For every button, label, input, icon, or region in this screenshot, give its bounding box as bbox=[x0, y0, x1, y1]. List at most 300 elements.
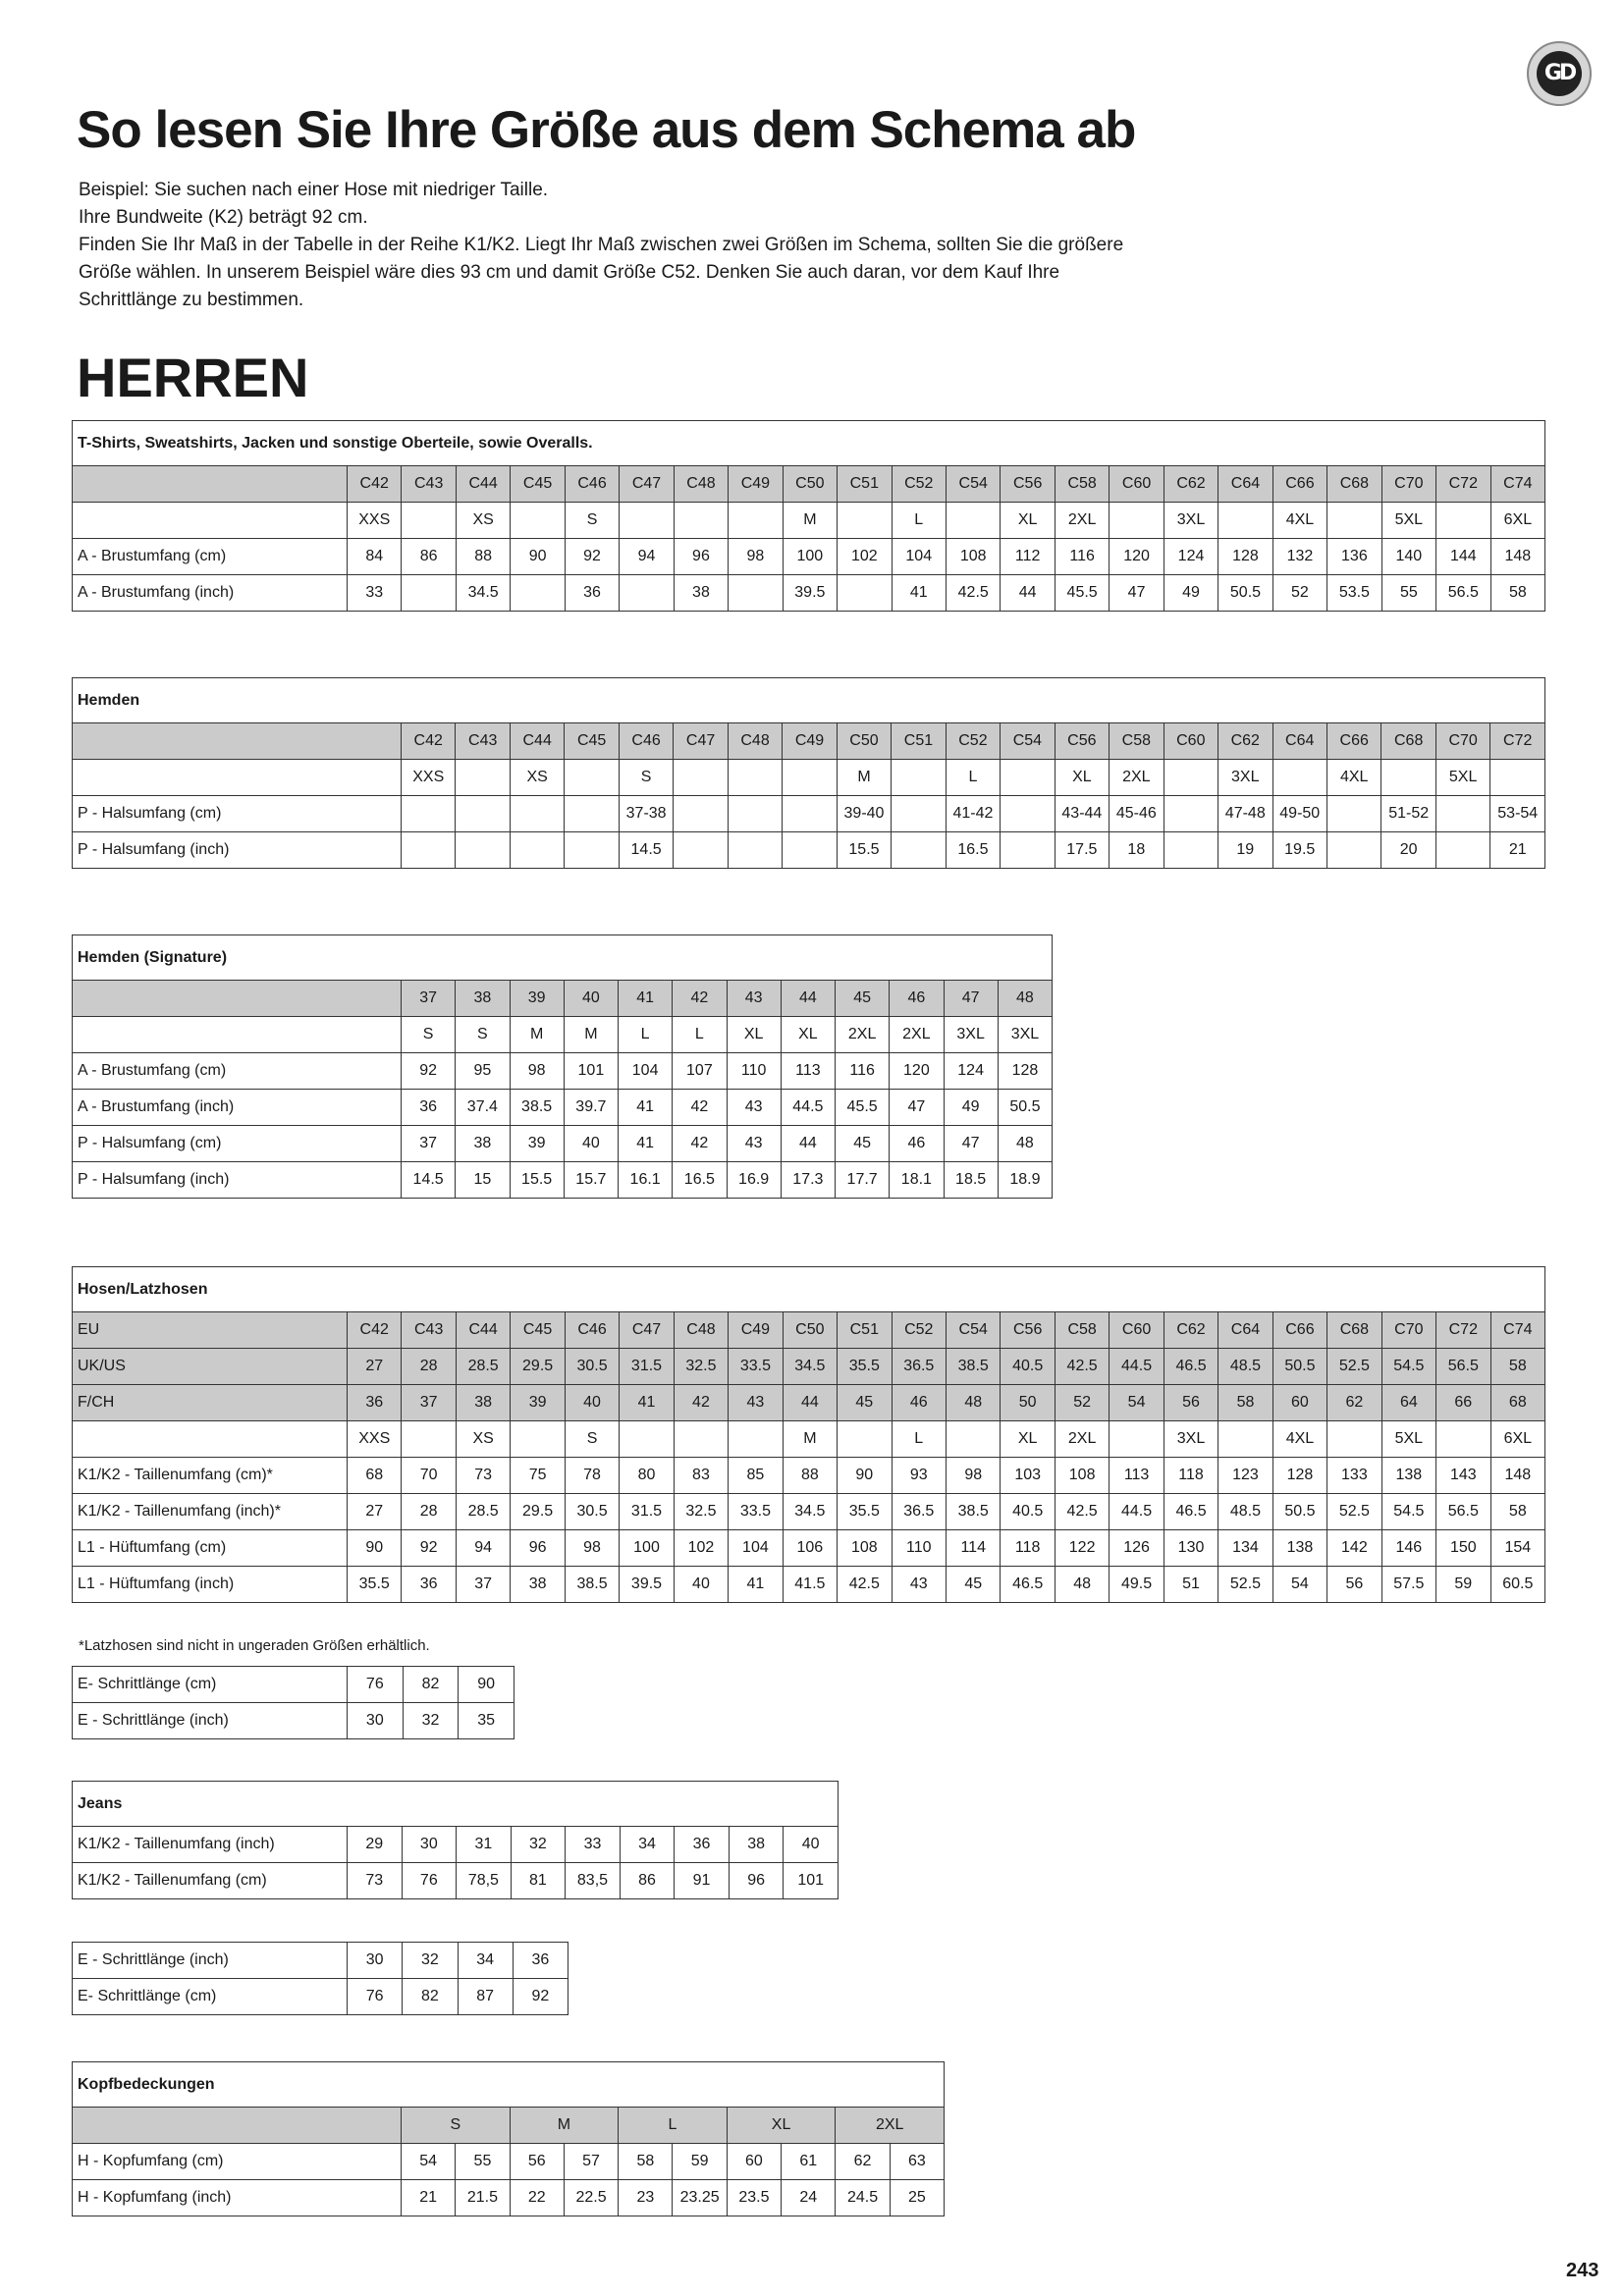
table-cell: 36 bbox=[348, 1385, 402, 1421]
table-cell: 45 bbox=[836, 1126, 890, 1162]
table-cell: 15 bbox=[456, 1162, 510, 1199]
table-cell bbox=[565, 760, 619, 796]
row-label: K1/K2 - Taillenumfang (inch)* bbox=[73, 1494, 348, 1530]
table-cell: C70 bbox=[1381, 1312, 1435, 1349]
table-cell bbox=[674, 1421, 728, 1458]
table-cell: 60 bbox=[1272, 1385, 1326, 1421]
table-cell: C48 bbox=[674, 466, 728, 503]
table-cell: 84 bbox=[348, 539, 402, 575]
table-cell: 47 bbox=[890, 1090, 944, 1126]
table-cell: 41.5 bbox=[783, 1567, 837, 1603]
table-cell bbox=[1435, 796, 1489, 832]
table-cell: 41 bbox=[619, 1126, 673, 1162]
table-cell: 55 bbox=[456, 2144, 510, 2180]
table-cell: 46 bbox=[890, 1126, 944, 1162]
table-cell: 80 bbox=[620, 1458, 674, 1494]
table-cell: 54.5 bbox=[1381, 1494, 1435, 1530]
table-cell: 29.5 bbox=[511, 1494, 565, 1530]
page-number: 243 bbox=[1566, 2260, 1599, 2281]
table-cell: 102 bbox=[838, 539, 892, 575]
table-cell: 30 bbox=[348, 1703, 404, 1739]
table-cell: C64 bbox=[1272, 723, 1326, 760]
table-cell: 17.5 bbox=[1055, 832, 1109, 869]
table-cell bbox=[456, 796, 510, 832]
table-cell: 33.5 bbox=[729, 1494, 783, 1530]
table-cell: 35.5 bbox=[838, 1349, 892, 1385]
table-cell: 28 bbox=[402, 1349, 456, 1385]
table-cell: 81 bbox=[511, 1863, 566, 1899]
table-cell: 52 bbox=[1055, 1385, 1109, 1421]
table-cell: 73 bbox=[348, 1863, 403, 1899]
table-cell: C43 bbox=[402, 1312, 456, 1349]
table-cell: 36.5 bbox=[892, 1494, 946, 1530]
row-label: EU bbox=[73, 1312, 348, 1349]
table-cell: C68 bbox=[1381, 723, 1435, 760]
table-row bbox=[73, 503, 1545, 539]
table-cell bbox=[892, 760, 946, 796]
table-cell bbox=[511, 1421, 565, 1458]
table-cell: 34.5 bbox=[783, 1494, 837, 1530]
table-cell: 38 bbox=[456, 1385, 510, 1421]
table-cell: 90 bbox=[511, 539, 565, 575]
table-cell: 39.7 bbox=[564, 1090, 618, 1126]
table-cell: C49 bbox=[729, 1312, 783, 1349]
table-cell bbox=[565, 832, 619, 869]
table-cell: S bbox=[565, 1421, 619, 1458]
size-table-jeans-schrittlaenge bbox=[72, 1942, 568, 2015]
table-cell bbox=[565, 796, 619, 832]
table-row bbox=[73, 1090, 1053, 1126]
brand-logo bbox=[1527, 41, 1592, 106]
table-cell bbox=[1001, 796, 1055, 832]
table-cell: 35.5 bbox=[838, 1494, 892, 1530]
table-cell: 29 bbox=[348, 1827, 403, 1863]
table-cell bbox=[1164, 796, 1218, 832]
table-cell: 2XL bbox=[836, 2108, 945, 2144]
table-cell: 38 bbox=[511, 1567, 565, 1603]
table-cell: 49 bbox=[1164, 575, 1218, 612]
table-cell: 30 bbox=[348, 1943, 403, 1979]
table-cell: 3XL bbox=[1218, 760, 1272, 796]
table-cell: 19 bbox=[1218, 832, 1272, 869]
table-cell: C60 bbox=[1110, 1312, 1164, 1349]
table-cell: 55 bbox=[1381, 575, 1435, 612]
table-cell: 92 bbox=[565, 539, 619, 575]
table-cell: 48.5 bbox=[1218, 1349, 1272, 1385]
table-cell: C51 bbox=[838, 1312, 892, 1349]
table-row bbox=[73, 1494, 1545, 1530]
table-cell: 22.5 bbox=[564, 2180, 618, 2216]
table-cell: 134 bbox=[1218, 1530, 1272, 1567]
table-cell: 101 bbox=[784, 1863, 839, 1899]
intro-line: Beispiel: Sie suchen nach einer Hose mit niedriger Taille. bbox=[79, 180, 549, 200]
row-label: P - Halsumfang (cm) bbox=[73, 1126, 402, 1162]
row-label: A - Brustumfang (inch) bbox=[73, 575, 348, 612]
table-title: Hemden (Signature) bbox=[73, 935, 1053, 981]
table-cell: 59 bbox=[673, 2144, 727, 2180]
table-cell: 58 bbox=[1490, 575, 1545, 612]
row-label bbox=[73, 1421, 348, 1458]
table-cell: XL bbox=[1055, 760, 1109, 796]
table-row bbox=[73, 1458, 1545, 1494]
table-cell: 3XL bbox=[998, 1017, 1052, 1053]
table-cell: 42 bbox=[673, 1090, 727, 1126]
table-cell: 63 bbox=[890, 2144, 944, 2180]
table-cell: 124 bbox=[1164, 539, 1218, 575]
table-cell: 6XL bbox=[1490, 503, 1545, 539]
table-row bbox=[73, 539, 1545, 575]
table-cell: 58 bbox=[619, 2144, 673, 2180]
table-cell: 2XL bbox=[1110, 760, 1164, 796]
table-cell: 49-50 bbox=[1272, 796, 1326, 832]
table-row bbox=[73, 1017, 1053, 1053]
row-label: P - Halsumfang (inch) bbox=[73, 1162, 402, 1199]
row-label: E- Schrittlänge (cm) bbox=[73, 1667, 348, 1703]
table-cell: 40 bbox=[784, 1827, 839, 1863]
table-cell: C72 bbox=[1436, 466, 1490, 503]
table-cell bbox=[1218, 503, 1272, 539]
table-cell bbox=[620, 503, 674, 539]
table-cell: S bbox=[565, 503, 619, 539]
table-cell: 19.5 bbox=[1272, 832, 1326, 869]
table-cell: 108 bbox=[946, 539, 1000, 575]
table-cell: L bbox=[619, 2108, 728, 2144]
table-title: Kopfbedeckungen bbox=[73, 2062, 945, 2108]
table-cell: XXS bbox=[402, 760, 456, 796]
table-cell: 2XL bbox=[1055, 503, 1109, 539]
table-cell: 52.5 bbox=[1327, 1349, 1381, 1385]
table-cell: 38.5 bbox=[565, 1567, 619, 1603]
table-cell: 32.5 bbox=[674, 1494, 728, 1530]
table-cell: 45 bbox=[946, 1567, 1000, 1603]
table-cell: 42 bbox=[674, 1385, 728, 1421]
table-cell: 5XL bbox=[1381, 1421, 1435, 1458]
table-cell bbox=[510, 832, 564, 869]
table-row bbox=[73, 1567, 1545, 1603]
row-label: L1 - Hüftumfang (inch) bbox=[73, 1567, 348, 1603]
table-cell bbox=[728, 832, 782, 869]
table-cell: 114 bbox=[946, 1530, 1000, 1567]
row-label: E- Schrittlänge (cm) bbox=[73, 1979, 348, 2015]
table-cell: 56 bbox=[1164, 1385, 1218, 1421]
table-cell bbox=[1435, 832, 1489, 869]
table-cell: XS bbox=[456, 1421, 510, 1458]
table-cell: C66 bbox=[1326, 723, 1380, 760]
table-cell: C62 bbox=[1164, 466, 1218, 503]
intro-line: Ihre Bundweite (K2) beträgt 92 cm. bbox=[79, 207, 368, 228]
table-cell: 53.5 bbox=[1327, 575, 1381, 612]
table-cell bbox=[620, 1421, 674, 1458]
table-cell bbox=[838, 1421, 892, 1458]
table-cell bbox=[674, 832, 728, 869]
table-cell: 88 bbox=[456, 539, 510, 575]
table-cell: M bbox=[783, 1421, 837, 1458]
table-cell: 43 bbox=[727, 1126, 781, 1162]
table-cell: 2XL bbox=[836, 1017, 890, 1053]
table-row bbox=[73, 1863, 839, 1899]
table-cell: 128 bbox=[1218, 539, 1272, 575]
table-cell: 76 bbox=[348, 1979, 403, 2015]
table-cell: 21 bbox=[402, 2180, 456, 2216]
table-cell: XXS bbox=[348, 503, 402, 539]
table-cell bbox=[892, 832, 946, 869]
table-cell: 41 bbox=[729, 1567, 783, 1603]
table-cell: 91 bbox=[675, 1863, 730, 1899]
table-cell bbox=[728, 760, 782, 796]
table-cell: C74 bbox=[1490, 466, 1545, 503]
row-label: A - Brustumfang (cm) bbox=[73, 1053, 402, 1090]
table-cell: C47 bbox=[620, 466, 674, 503]
table-cell: C42 bbox=[402, 723, 456, 760]
table-row bbox=[73, 796, 1545, 832]
table-cell: XL bbox=[727, 1017, 781, 1053]
table-cell bbox=[1110, 1421, 1164, 1458]
table-cell: 30.5 bbox=[565, 1494, 619, 1530]
table-cell: 14.5 bbox=[619, 832, 673, 869]
table-cell: 45 bbox=[836, 981, 890, 1017]
row-label: H - Kopfumfang (inch) bbox=[73, 2180, 402, 2216]
table-cell bbox=[838, 503, 892, 539]
table-cell: 5XL bbox=[1381, 503, 1435, 539]
table-cell: C72 bbox=[1490, 723, 1545, 760]
table-cell: 82 bbox=[403, 1667, 459, 1703]
table-cell: 44.5 bbox=[781, 1090, 835, 1126]
table-cell: 51 bbox=[1164, 1567, 1218, 1603]
table-cell: 144 bbox=[1436, 539, 1490, 575]
table-cell: 16.5 bbox=[946, 832, 1000, 869]
table-cell: 41 bbox=[619, 981, 673, 1017]
table-cell: 85 bbox=[729, 1458, 783, 1494]
table-cell: 128 bbox=[998, 1053, 1052, 1090]
table-cell bbox=[1001, 760, 1055, 796]
table-cell: 27 bbox=[348, 1349, 402, 1385]
table-cell: C50 bbox=[783, 466, 837, 503]
table-cell: 95 bbox=[456, 1053, 510, 1090]
size-table-kopfbedeckungen bbox=[72, 2061, 945, 2216]
table-cell: 59 bbox=[1436, 1567, 1490, 1603]
table-cell bbox=[1164, 760, 1218, 796]
table-cell: 38 bbox=[456, 1126, 510, 1162]
table-cell: 43 bbox=[729, 1385, 783, 1421]
table-cell bbox=[1326, 796, 1380, 832]
table-cell: 42.5 bbox=[946, 575, 1000, 612]
table-cell: 138 bbox=[1381, 1458, 1435, 1494]
table-cell: 37 bbox=[402, 1126, 456, 1162]
table-cell: S bbox=[402, 2108, 511, 2144]
table-cell: 31.5 bbox=[620, 1349, 674, 1385]
table-cell: 42 bbox=[673, 981, 727, 1017]
table-cell: 107 bbox=[673, 1053, 727, 1090]
table-cell: 73 bbox=[456, 1458, 510, 1494]
table-cell: M bbox=[510, 1017, 564, 1053]
table-cell: C58 bbox=[1055, 466, 1109, 503]
table-cell bbox=[402, 1421, 456, 1458]
table-cell bbox=[1110, 503, 1164, 539]
table-cell: 48 bbox=[998, 1126, 1052, 1162]
table-cell bbox=[1272, 760, 1326, 796]
table-cell bbox=[674, 796, 728, 832]
table-row bbox=[73, 1312, 1545, 1349]
table-cell: S bbox=[456, 1017, 510, 1053]
intro-text bbox=[79, 177, 1208, 314]
table-cell: 42.5 bbox=[1055, 1494, 1109, 1530]
intro-line: Größe wählen. In unserem Beispiel wäre dies 93 cm und damit Größe C52. Denken Sie auch daran, vor dem Kauf Ihre bbox=[79, 262, 1060, 283]
table-cell: L bbox=[892, 503, 946, 539]
table-cell: 34 bbox=[620, 1827, 675, 1863]
table-cell: 37-38 bbox=[619, 796, 673, 832]
table-cell: 44 bbox=[783, 1385, 837, 1421]
table-cell: 123 bbox=[1218, 1458, 1272, 1494]
table-row bbox=[73, 760, 1545, 796]
table-cell: 33 bbox=[348, 575, 402, 612]
table-row bbox=[73, 1126, 1053, 1162]
table-cell: C51 bbox=[838, 466, 892, 503]
table-cell: 104 bbox=[619, 1053, 673, 1090]
table-cell: 98 bbox=[510, 1053, 564, 1090]
table-cell: C46 bbox=[619, 723, 673, 760]
table-cell: C66 bbox=[1272, 466, 1326, 503]
table-cell: C44 bbox=[510, 723, 564, 760]
table-cell bbox=[511, 503, 565, 539]
table-cell: 54 bbox=[402, 2144, 456, 2180]
table-cell bbox=[783, 796, 837, 832]
table-cell: C54 bbox=[946, 466, 1000, 503]
table-cell: 38 bbox=[729, 1827, 784, 1863]
table-cell: 18.9 bbox=[998, 1162, 1052, 1199]
table-cell: 3XL bbox=[944, 1017, 998, 1053]
table-row bbox=[73, 2108, 945, 2144]
table-cell: 146 bbox=[1381, 1530, 1435, 1567]
table-cell: 33.5 bbox=[729, 1349, 783, 1385]
table-cell: 62 bbox=[1327, 1385, 1381, 1421]
table-cell: C60 bbox=[1164, 723, 1218, 760]
row-label: E - Schrittlänge (inch) bbox=[73, 1943, 348, 1979]
table-cell: 36 bbox=[402, 1567, 456, 1603]
table-cell bbox=[456, 760, 510, 796]
table-cell: 17.7 bbox=[836, 1162, 890, 1199]
table-cell: 58 bbox=[1490, 1494, 1545, 1530]
table-row bbox=[73, 1827, 839, 1863]
row-label bbox=[73, 760, 402, 796]
table-cell bbox=[729, 503, 783, 539]
table-cell: 108 bbox=[1055, 1458, 1109, 1494]
table-cell: 92 bbox=[513, 1979, 568, 2015]
table-cell: 40 bbox=[674, 1567, 728, 1603]
table-cell: 39 bbox=[510, 981, 564, 1017]
table-cell: 54 bbox=[1272, 1567, 1326, 1603]
table-cell bbox=[729, 1421, 783, 1458]
table-cell: 98 bbox=[565, 1530, 619, 1567]
table-cell: 31 bbox=[457, 1827, 512, 1863]
table-cell: 32 bbox=[511, 1827, 566, 1863]
size-table-hosen bbox=[72, 1266, 1545, 1603]
table-cell: XXS bbox=[348, 1421, 402, 1458]
table-cell: 110 bbox=[892, 1530, 946, 1567]
table-cell: XL bbox=[727, 2108, 836, 2144]
table-cell: 60.5 bbox=[1490, 1567, 1545, 1603]
row-label: H - Kopfumfang (cm) bbox=[73, 2144, 402, 2180]
table-cell: 48 bbox=[1055, 1567, 1109, 1603]
table-cell: C56 bbox=[1055, 723, 1109, 760]
table-cell bbox=[510, 796, 564, 832]
table-cell: 15.7 bbox=[564, 1162, 618, 1199]
table-cell: C42 bbox=[348, 1312, 402, 1349]
table-cell: 118 bbox=[1001, 1530, 1055, 1567]
row-label bbox=[73, 981, 402, 1017]
table-cell bbox=[946, 503, 1000, 539]
table-cell: 104 bbox=[892, 539, 946, 575]
table-cell: 50.5 bbox=[1218, 575, 1272, 612]
table-cell: S bbox=[619, 760, 673, 796]
table-cell: 48.5 bbox=[1218, 1494, 1272, 1530]
table-cell: 120 bbox=[890, 1053, 944, 1090]
table-cell: 36 bbox=[402, 1090, 456, 1126]
table-cell: 28.5 bbox=[456, 1494, 510, 1530]
table-cell: 103 bbox=[1001, 1458, 1055, 1494]
table-cell: 35 bbox=[459, 1703, 514, 1739]
table-cell: 40.5 bbox=[1001, 1494, 1055, 1530]
table-cell: 23.25 bbox=[673, 2180, 727, 2216]
table-cell: L bbox=[619, 1017, 673, 1053]
table-cell: 78 bbox=[565, 1458, 619, 1494]
table-cell: 47 bbox=[1110, 575, 1164, 612]
table-cell: XS bbox=[456, 503, 510, 539]
size-table-tshirts bbox=[72, 420, 1545, 612]
row-label: K1/K2 - Taillenumfang (inch) bbox=[73, 1827, 348, 1863]
table-cell: 14.5 bbox=[402, 1162, 456, 1199]
table-cell: 30 bbox=[402, 1827, 457, 1863]
size-table-hosen-schrittlaenge bbox=[72, 1666, 514, 1739]
table-cell: 78,5 bbox=[457, 1863, 512, 1899]
table-cell: 16.9 bbox=[727, 1162, 781, 1199]
table-row bbox=[73, 832, 1545, 869]
table-cell: 116 bbox=[1055, 539, 1109, 575]
table-cell: 32 bbox=[403, 1703, 459, 1739]
table-cell: 47 bbox=[944, 981, 998, 1017]
table-cell: 38 bbox=[456, 981, 510, 1017]
table-cell: 57 bbox=[564, 2144, 618, 2180]
table-cell: 28 bbox=[402, 1494, 456, 1530]
row-label bbox=[73, 466, 348, 503]
table-cell: 98 bbox=[946, 1458, 1000, 1494]
table-cell: 41 bbox=[620, 1385, 674, 1421]
table-cell: 82 bbox=[403, 1979, 458, 2015]
table-cell: L bbox=[946, 760, 1000, 796]
table-cell: 48 bbox=[946, 1385, 1000, 1421]
table-cell: 20 bbox=[1381, 832, 1435, 869]
table-cell: 98 bbox=[729, 539, 783, 575]
table-cell: 52.5 bbox=[1327, 1494, 1381, 1530]
table-cell: 40 bbox=[564, 981, 618, 1017]
table-cell: 68 bbox=[348, 1458, 402, 1494]
table-cell bbox=[1218, 1421, 1272, 1458]
row-label: P - Halsumfang (inch) bbox=[73, 832, 402, 869]
table-cell: C52 bbox=[946, 723, 1000, 760]
table-cell: 94 bbox=[620, 539, 674, 575]
table-cell: C52 bbox=[892, 466, 946, 503]
table-cell: C44 bbox=[456, 1312, 510, 1349]
table-cell: 104 bbox=[729, 1530, 783, 1567]
table-cell: 90 bbox=[348, 1530, 402, 1567]
table-cell: 94 bbox=[456, 1530, 510, 1567]
table-cell: L bbox=[892, 1421, 946, 1458]
table-cell: 92 bbox=[402, 1530, 456, 1567]
table-cell: 47 bbox=[944, 1126, 998, 1162]
table-cell: M bbox=[837, 760, 891, 796]
table-cell: C45 bbox=[565, 723, 619, 760]
table-cell: 90 bbox=[838, 1458, 892, 1494]
table-cell: 34.5 bbox=[456, 575, 510, 612]
